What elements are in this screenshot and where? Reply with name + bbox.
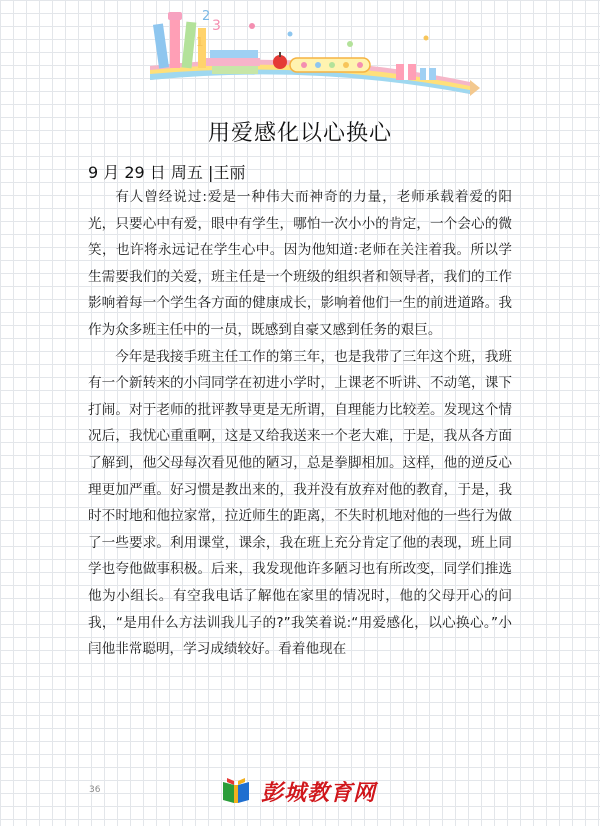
page-number: 36	[89, 785, 101, 795]
document-body	[88, 184, 512, 663]
paragraph: 有人曾经说过:爱是一种伟大而神奇的力量，老师承载着爱的阳光，只要心中有爱，眼中有学生，哪怕一次小小的肯定，一个会心的微笑，也许将永远记在学生心中。因为他知道:老师在关注着我。所以学生需要我们的关爱，班主任是一个班级的组织者和领导者，我们的工作影响着每一个学生各方面的健康成长，影响着他们一生的前进道路。我作为众多班主任中的一员，既感到自豪又感到任务的艰巨。	[88, 189, 512, 338]
site-logo	[219, 770, 389, 812]
svg-text:3: 3	[212, 18, 221, 34]
document-meta: 9 月 29 日 周五 |王丽	[88, 163, 246, 182]
book-logo-icon	[219, 774, 253, 808]
svg-text:2: 2	[202, 9, 211, 24]
document-title: 用爱感化以心换心	[207, 121, 392, 146]
svg-text:1: 1	[196, 35, 204, 49]
site-logo-text: 彭城教育网	[261, 780, 377, 806]
header-illustration	[140, 4, 480, 108]
paragraph: 今年是我接手班主任工作的第三年，也是我带了三年这个班，我班有一个新转来的小闫同学在初进小学时，上课老不听讲、不动笔，课下打闹。对于老师的批评教导更是无所谓，自理能力比较差。发现这个情况后，我忧心重重啊，这是又给我送来一个老大难，于是，我从各方面了解到，他父母每次看见他的陋习，总是拳脚相加。这样，他的逆反心理更加严重。好习惯是教出来的，我并没有放弃对他的教育，于是，我时不时地和他拉家常，拉近师生的距离，不失时机地对他的一些行为做了一些要求。利用课堂，课余，我在班上充分肯定了他的表现，班上同学也夸他做事积极。后来，我发现他许多陋习也有所改变，同学们推选他为小组长。有空我电话了解他在家里的情况时，他的父母开心的问我，“是用什么方法训我儿子的?”我笑着说:“用爱感化，以心换心。”小闫他非常聪明，学习成绩较好。看着他现在	[88, 348, 512, 658]
